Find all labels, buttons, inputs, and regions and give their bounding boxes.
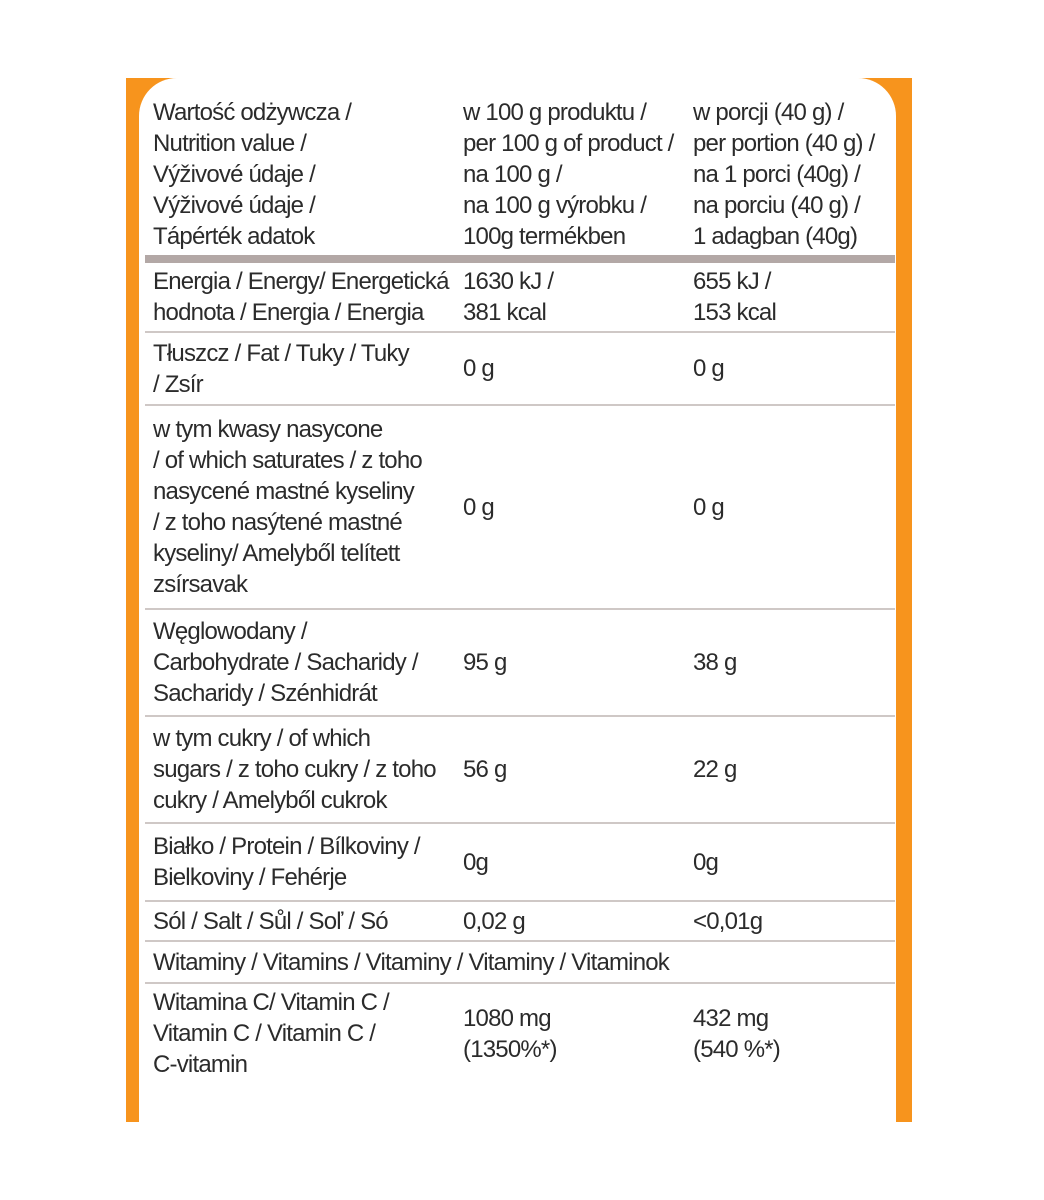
nutrient-label: Białko / Protein / Bílkoviny / Bielkoviny / Fehérje [153,833,420,891]
value-per-portion: 655 kJ / 153 kcal [693,268,776,326]
value-per-100g: 0 g [463,355,494,382]
nutrient-label: w tym cukry / of which sugars / z toho cukry / z toho cukry / Amelyből cukrok [153,725,436,814]
header-per-portion: w porcji (40 g) / per portion (40 g) / na 1 porci (40g) / na porciu (40 g) / 1 adagban (40g) [693,99,875,250]
row-salt [145,901,895,941]
row-fat [145,332,895,405]
nutrient-label: Tłuszcz / Fat / Tuky / Tuky / Zsír [153,339,409,398]
nutrient-label: Węglowodany / Carbohydrate / Sacharidy / Sacharidy / Szénhidrát [153,618,418,707]
nutrition-table-body [145,259,895,1083]
value-per-portion: 0 g [693,493,724,521]
row-protein [145,823,895,901]
row-carbohydrate [145,609,895,716]
value-per-100g: 0,02 g [463,907,525,935]
header-row [145,94,895,259]
value-per-portion: 432 mg (540 %*) [693,1004,780,1063]
nutrition-table-header [145,94,895,259]
nutrient-label: w tym kwasy nasycone / of which saturates / z toho nasycené mastné kyseliny / z toho nasýtené mastné kyseliny/ Amelyből telített zsírsavak [153,416,422,598]
nutrition-table [145,94,895,1083]
header-per-100g: w 100 g produktu / per 100 g of product / na 100 g / na 100 g výrobku / 100g termékben [463,99,674,250]
value-per-portion: <0,01g [693,907,763,935]
value-per-portion: 0g [693,848,719,876]
value-per-portion: 38 g [693,649,737,676]
value-per-100g: 0g [463,848,489,876]
row-vitamin-c [145,983,895,1083]
row-sugars [145,716,895,823]
vitamins-group-heading: Witaminy / Vitamins / Vitaminy / Vitaminy / Vitaminok [153,948,670,976]
nutrient-label: Witamina C/ Vitamin C / Vitamin C / Vitamin C / C-vitamin [153,989,389,1078]
value-per-100g: 95 g [463,649,507,676]
value-per-100g: 0 g [463,493,494,521]
value-per-portion: 0 g [693,355,724,382]
value-per-portion: 22 g [693,756,737,783]
value-per-100g: 1080 mg (1350%*) [463,1004,557,1063]
value-per-100g: 56 g [463,756,507,783]
nutrient-label: Energia / Energy/ Energetická hodnota / Energia / Energia [153,268,449,326]
row-vitamins-heading [145,941,895,983]
row-energy [145,259,895,332]
nutrient-label: Sól / Salt / Sůl / Soľ / Só [153,907,388,935]
header-nutrient: Wartość odżywcza / Nutrition value / Výživové údaje / Výživové údaje / Tápérték adatok [153,99,352,250]
row-saturates [145,405,895,609]
value-per-100g: 1630 kJ / 381 kcal [463,268,554,326]
